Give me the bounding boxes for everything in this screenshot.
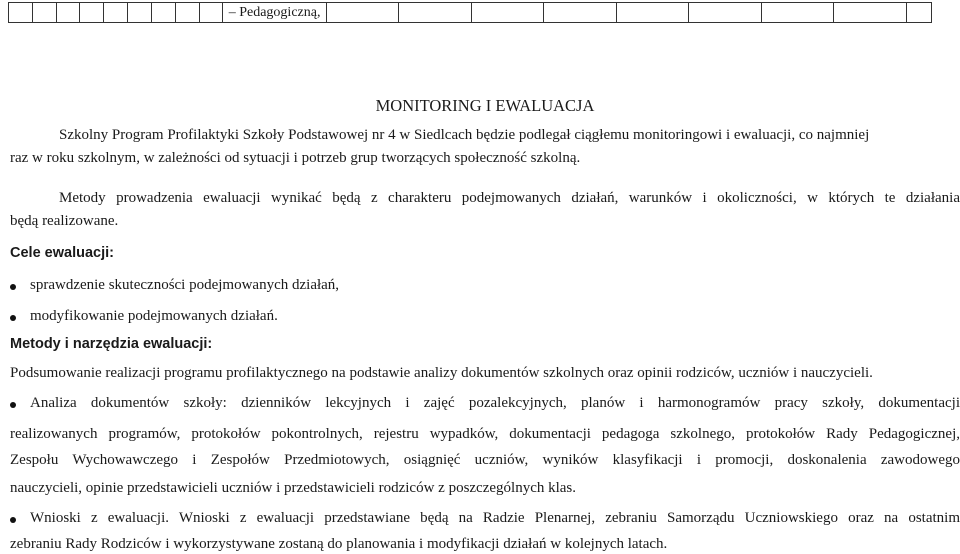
- goals-heading: Cele ewaluacji:: [10, 245, 114, 261]
- table-cell: [175, 3, 199, 23]
- table-cell: [32, 3, 56, 23]
- table-cell-label: – Pedagogiczną,: [223, 3, 327, 23]
- list-item-line: Analiza dokumentów szkoły: dzienników lekcyjnych i zajęć pozalekcyjnych, planów i harmonogramów pracy szkoły, dokumentacji: [30, 395, 960, 411]
- table-cell: [616, 3, 689, 23]
- list-item-line: Zespołu Wychowawczego i Zespołów Przedmiotowych, osiągnięć uczniów, wyników klasyfikacji i promocji, doskonalenia zawodowego: [10, 452, 960, 468]
- table-cell: [151, 3, 175, 23]
- list-item: sprawdzenie skuteczności podejmowanych działań,: [30, 277, 340, 293]
- table-cell: [104, 3, 128, 23]
- paragraph-2-line-1: Metody prowadzenia ewaluacji wynikać będą z charakteru podejmowanych działań, warunków i okoliczności, w których te działania: [59, 190, 960, 206]
- paragraph-1-line-1: Szkolny Program Profilaktyki Szkoły Podstawowej nr 4 w Siedlcach będzie podlegał ciągłemu monitoringowi i ewaluacji, co najmniej: [59, 127, 870, 143]
- list-item: modyfikowanie podejmowanych działań.: [30, 308, 278, 324]
- methods-intro: Podsumowanie realizacji programu profilaktycznego na podstawie analizy dokumentów szkolnych oraz opinii rodziców, uczniów i nauczycieli.: [10, 365, 873, 381]
- methods-heading: Metody i narzędzia ewaluacji:: [10, 336, 213, 352]
- table-cell: [199, 3, 223, 23]
- table-cell: [9, 3, 33, 23]
- list-item-line: nauczycieli, opinie przedstawicieli uczniów i przedstawicieli rodziców z poszczególnych klas.: [10, 480, 577, 496]
- table-row: [9, 3, 932, 23]
- table-cell: [128, 3, 152, 23]
- bullet-icon: [10, 284, 16, 290]
- table-cell: [906, 3, 931, 23]
- table-cell: [471, 3, 544, 23]
- bullet-icon: [10, 315, 16, 321]
- list-item-line: realizowanych programów, protokołów pokontrolnych, rejestru wypadków, dokumentacji pedagoga szkolnego, protokołów Rady Pedagogicznej,: [10, 426, 960, 442]
- table-cell: [761, 3, 834, 23]
- table-cell: [326, 3, 399, 23]
- bullet-icon: [10, 517, 16, 523]
- table-cell: [399, 3, 472, 23]
- table-cell: [56, 3, 80, 23]
- paragraph-2-line-2: będą realizowane.: [10, 213, 119, 229]
- list-item-line: zebraniu Rady Rodziców i wykorzystywane zostaną do planowania i modyfikacji działań w kolejnych latach.: [10, 536, 668, 552]
- table-cell: [80, 3, 104, 23]
- table-cell: [544, 3, 617, 23]
- bullet-icon: [10, 402, 16, 408]
- table-cell: [834, 3, 907, 23]
- paragraph-1-line-2: raz w roku szkolnym, w zależności od sytuacji i potrzeb grup tworzących społeczność szkolną.: [10, 150, 581, 166]
- list-item-line: Wnioski z ewaluacji. Wnioski z ewaluacji przedstawiane będą na Radzie Plenarnej, zebraniu Samorządu Uczniowskiego oraz na ostatnim: [30, 510, 960, 526]
- header-table: [8, 2, 932, 23]
- table-cell: [689, 3, 762, 23]
- page-title: MONITORING I EWALUACJA: [375, 96, 595, 115]
